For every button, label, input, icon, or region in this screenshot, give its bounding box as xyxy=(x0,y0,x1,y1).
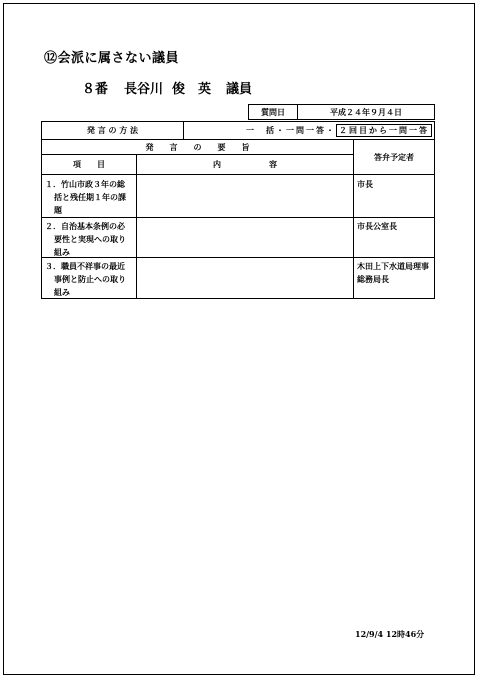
question-date-box xyxy=(248,104,435,120)
method-options xyxy=(184,122,434,139)
summary-header: 発 言 の 要 旨 xyxy=(145,141,250,152)
responder-header: 答弁予定者 xyxy=(374,151,414,162)
section-title: ⑫会派に属さない議員 xyxy=(44,51,180,66)
item-header: 項 目 xyxy=(73,159,105,169)
member-surname: 長谷川 xyxy=(124,82,164,97)
content-header: 内 容 xyxy=(213,159,277,169)
table-row-item: ２．自治基本条例の必 要性と実現への取り 組み xyxy=(45,221,126,257)
table-divider xyxy=(136,154,137,298)
question-date-label: 質問日 xyxy=(249,105,298,119)
timestamp: 12/9/4 12時46分 xyxy=(355,629,425,639)
member-given-name-2: 英 xyxy=(198,82,212,97)
table-divider xyxy=(42,217,434,218)
question-date-value: 平成２４年９月４日 xyxy=(330,106,402,117)
member-name-line xyxy=(82,78,252,97)
member-number: ８番 xyxy=(82,82,109,97)
table-divider xyxy=(42,174,434,175)
table-row-item: ３．職員不祥事の最近 事例と防止への取り 組み xyxy=(45,261,126,297)
method-selected: ２回目から一問一答 xyxy=(336,124,432,137)
table-row-responder: 木田上下水道局理事 総務局長 xyxy=(357,261,429,284)
member-given-name-1: 俊 xyxy=(172,82,186,97)
table-row-item: １．竹山市政３年の総 括と残任期１年の課 題 xyxy=(45,179,126,215)
member-title: 議員 xyxy=(226,82,253,97)
question-table xyxy=(41,121,435,299)
table-row-responder: 市長 xyxy=(357,179,373,189)
table-row-responder: 市長公室長 xyxy=(357,221,397,231)
method-options-text: 一 括・一問一答・ xyxy=(246,125,336,135)
method-label: 発 言 の 方 法 xyxy=(86,125,139,135)
